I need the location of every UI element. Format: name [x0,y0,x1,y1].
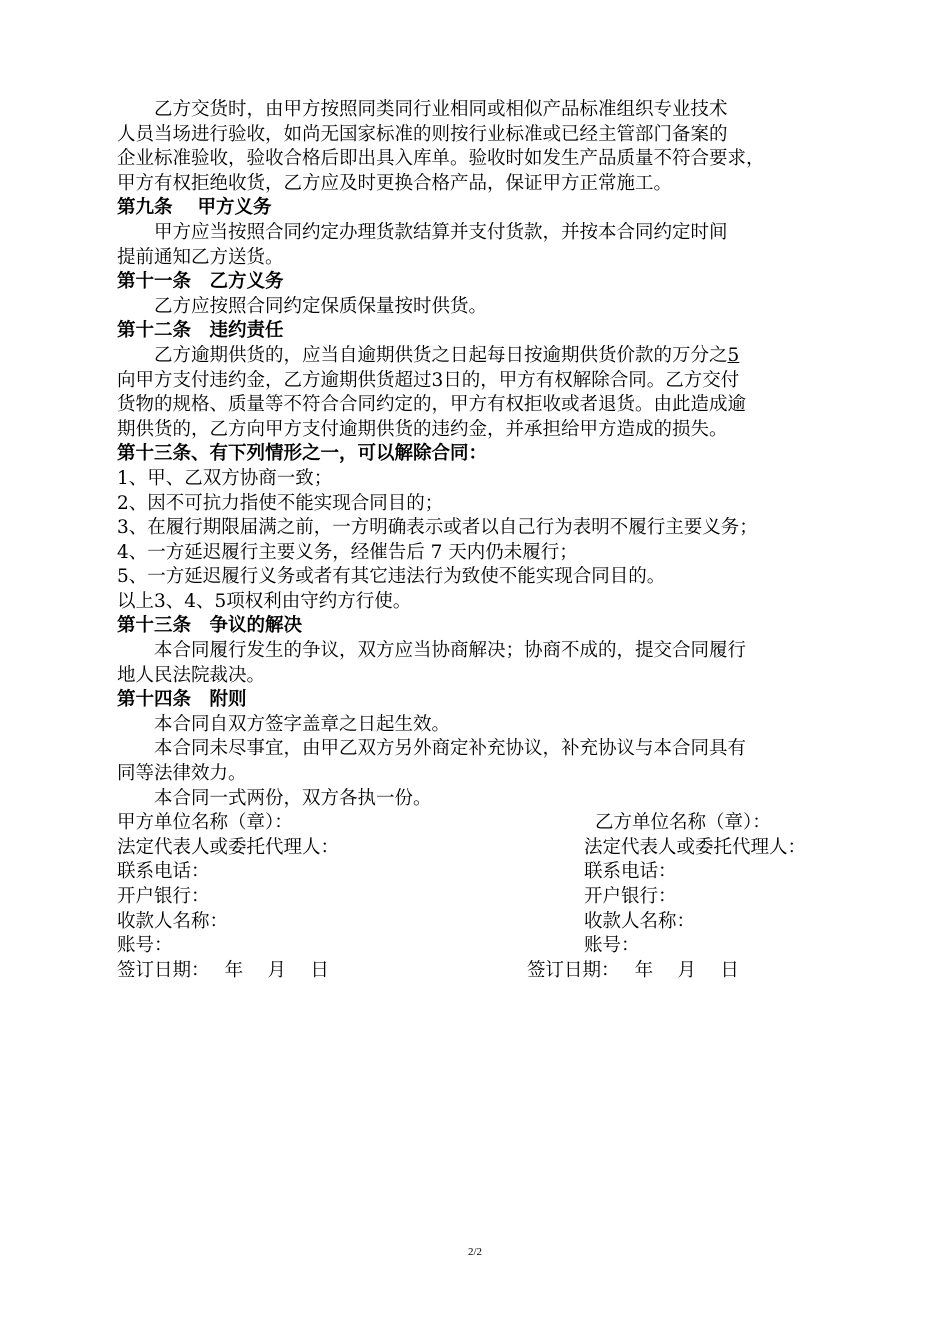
list-item: 5、一方延迟履行义务或者有其它违法行为致使不能实现合同目的。 [117,566,666,588]
signature-row-date [117,959,862,984]
party-b-payee: 收款人名称： [584,910,696,932]
party-b-bank: 开户银行： [584,886,677,907]
list-item: 1、甲、乙双方协商一致； [117,467,333,489]
list-item: 3、在履行期限届满之前，一方明确表示或者以自己行为表明不履行主要义务； [117,517,758,539]
section-heading-9: 第九条 甲方义务 [117,197,272,219]
paragraph-line: 人员当场进行验收，如尚无国家标准的则按行业标准或已经主管部门备案的 [117,123,728,145]
paragraph-line: 甲方应当按照合同约定办理货款结算并支付货款，并按本合同约定时间 [154,221,728,243]
paragraph-line: 乙方应按照合同约定保质保量按时供货。 [154,295,488,317]
section-heading-13-dispute: 第十三条 争议的解决 [117,615,303,637]
section-heading-14: 第十四条 附则 [117,689,247,711]
party-a-bank: 开户银行： [117,886,210,907]
contract-body [117,98,862,983]
list-item: 4、一方延迟履行主要义务，经催告后 7 天内仍未履行； [117,541,578,563]
paragraph-line: 地人民法院裁决。 [117,664,266,686]
party-b-unit: 乙方单位名称（章）： [595,812,771,834]
party-a-phone: 联系电话： [117,861,210,883]
signature-row-unit [117,811,862,836]
paragraph-text: 乙方逾期供货的，应当自逾期供货之日起每日按逾期供货价款的万分之 [154,344,728,366]
paragraph-line: 提前通知乙方送货。 [117,246,284,268]
signature-row-phone [117,860,862,885]
signature-row-payee [117,910,862,935]
party-a-payee: 收款人名称： [117,910,229,932]
party-b-date: 签订日期： 年 月 日 [527,959,739,981]
signature-row-bank [117,885,862,910]
section-heading-13-termination: 第十三条、有下列情形之一，可以解除合同： [117,443,488,465]
paragraph-line: 本合同自双方签字盖章之日起生效。 [154,713,451,735]
party-a-account: 账号： [117,935,173,957]
paragraph-line: 同等法律效力。 [117,763,247,785]
list-note: 以上3、4、5项权利由守约方行使。 [117,590,412,612]
paragraph-line: 本合同未尽事宜，由甲乙双方另外商定补充协议，补充协议与本合同具有 [154,738,747,760]
paragraph-line: 货物的规格、质量等不符合合同约定的，甲方有权拒收或者退货。由此造成逾 [117,394,747,416]
signature-row-account [117,934,862,959]
paragraph-line: 企业标准验收，验收合格后即出具入库单。验收时如发生产品质量不符合要求， [117,148,765,170]
underlined-number: 5 [727,344,740,366]
party-b-phone: 联系电话： [584,861,677,883]
paragraph-line: 甲方有权拒绝收货，乙方应及时更换合格产品，保证甲方正常施工。 [117,172,673,194]
party-a-rep: 法定代表人或委托代理人： [117,836,340,858]
paragraph-line: 乙方交货时，由甲方按照同类同行业相同或相似产品标准组织专业技术 [154,99,728,120]
page-number: 2/2 [467,1246,483,1258]
section-heading-11: 第十一条 乙方义务 [117,271,284,293]
party-a-unit: 甲方单位名称（章）： [117,812,293,834]
paragraph-line: 本合同履行发生的争议，双方应当协商解决；协商不成的，提交合同履行 [154,640,747,662]
paragraph-line: 向甲方支付违约金，乙方逾期供货超过3日的，甲方有权解除合同。乙方交付 [117,369,740,391]
paragraph-line: 期供货的，乙方向甲方支付逾期供货的违约金，并承担给甲方造成的损失。 [117,418,728,440]
paragraph-line [117,344,862,369]
party-a-date: 签订日期： 年 月 日 [117,959,329,981]
party-b-rep: 法定代表人或委托代理人： [584,836,807,858]
list-item: 2、因不可抗力指使不能实现合同目的； [117,492,444,514]
paragraph-line: 本合同一式两份，双方各执一份。 [154,787,432,809]
party-b-account: 账号： [584,935,640,957]
signature-row-rep [117,836,862,861]
section-heading-12: 第十二条 违约责任 [117,320,284,342]
